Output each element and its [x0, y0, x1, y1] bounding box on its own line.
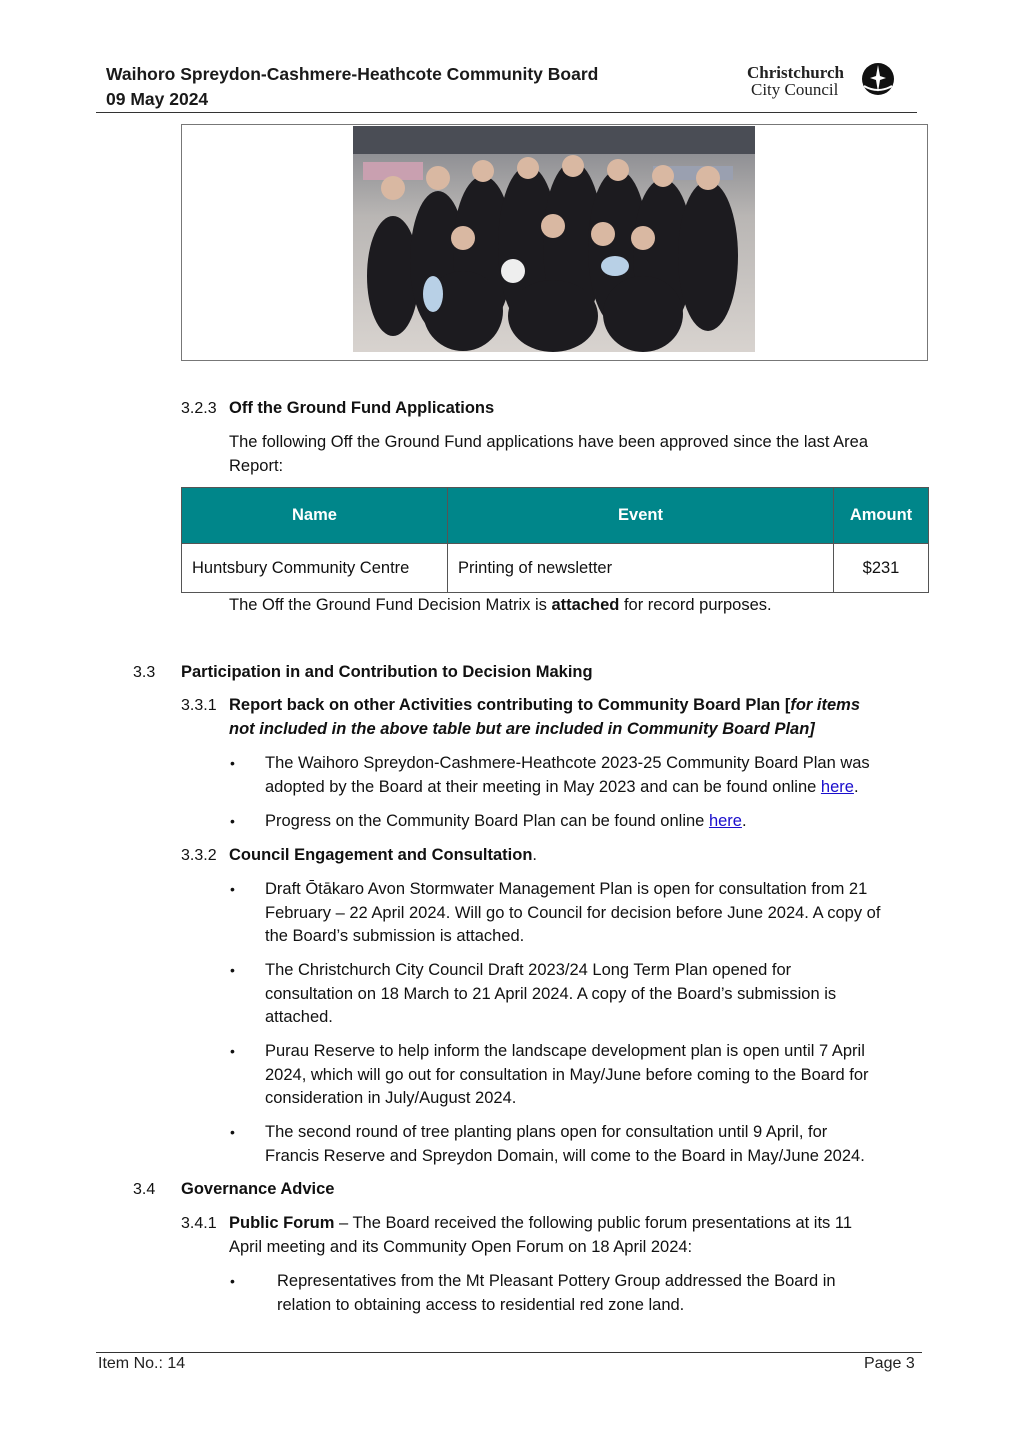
- item-number: Item No.: 14: [98, 1355, 186, 1372]
- list-item: [265, 878, 880, 949]
- paragraph-line: Report:: [229, 457, 284, 475]
- board-title: [106, 62, 598, 112]
- logo-text-line2: City Council: [751, 80, 839, 99]
- list-item-cont: [265, 776, 859, 800]
- matrix-text-end: for record purposes.: [619, 596, 772, 614]
- list-item-line: Purau Reserve to help inform the landscape development plan is open until 7 April: [265, 1042, 865, 1060]
- section-heading: Off the Ground Fund Applications: [229, 399, 495, 417]
- logo-text-line1: Christchurch: [747, 63, 844, 82]
- list-item-end: .: [853, 778, 859, 796]
- meeting-date: 09 May 2024: [106, 89, 209, 109]
- cathedral-emblem-icon: [860, 62, 896, 98]
- heading-bold: Public Forum: [229, 1214, 335, 1232]
- section-number: 3.4.1: [181, 1215, 217, 1232]
- matrix-text: The Off the Ground Fund Decision Matrix is: [229, 596, 552, 614]
- section-heading: [229, 844, 537, 868]
- list-item-line: consideration in July/August 2024.: [265, 1089, 517, 1107]
- list-item-line: attached.: [265, 1008, 333, 1026]
- paragraph-line: April meeting and its Community Open Forum on 18 April 2024:: [229, 1238, 693, 1256]
- list-item: [265, 959, 836, 1030]
- group-photo-image: [353, 126, 755, 352]
- heading-italic-line: not included in the above table but are included in Community Board Plan]: [229, 720, 815, 738]
- paragraph-text: – The Board received the following public forum presentations at its 11: [334, 1214, 853, 1232]
- matrix-bold: attached: [551, 596, 620, 614]
- list-item-line: Francis Reserve and Spreydon Domain, will come to the Board in May/June 2024.: [265, 1146, 865, 1165]
- list-item-line: Representatives from the Mt Pleasant Pottery Group addressed the Board in: [277, 1272, 836, 1290]
- list-item-text: adopted by the Board at their meeting in May 2023 and can be found online: [265, 778, 821, 796]
- section-heading: [229, 694, 860, 718]
- paragraph-line: [229, 1212, 852, 1236]
- here-link-plan[interactable]: here: [820, 778, 854, 796]
- list-item: [265, 1121, 865, 1168]
- table-header-row: [182, 488, 929, 544]
- list-item: The Waihoro Spreydon-Cashmere-Heathcote 2023-25 Community Board Plan was: [265, 754, 870, 772]
- column-header-event: Event: [448, 488, 834, 544]
- list-item: [265, 810, 747, 834]
- list-item-line: consultation on 18 March to 21 April 2024. A copy of the Board’s submission is: [265, 984, 837, 1003]
- table-row: [182, 544, 929, 593]
- cell-event: Printing of newsletter: [448, 544, 834, 593]
- section-number: 3.4: [133, 1181, 156, 1198]
- footer-rule: [96, 1352, 922, 1353]
- heading-bold: Council Engagement and Consultation: [229, 846, 533, 864]
- list-item-line: relation to obtaining access to residential red zone land.: [277, 1295, 685, 1314]
- list-item-end: .: [741, 812, 747, 830]
- list-item-line: The second round of tree planting plans open for consultation until 9 April, for: [265, 1123, 828, 1141]
- section-heading: Governance Advice: [181, 1180, 335, 1198]
- fund-applications-table: [181, 487, 929, 593]
- section-number: 3.3.2: [181, 847, 217, 864]
- section-number: 3.3.1: [181, 697, 217, 714]
- column-header-amount: Amount: [834, 488, 929, 544]
- cell-name: Huntsbury Community Centre: [182, 544, 448, 593]
- council-logo: [747, 62, 899, 102]
- here-link-progress[interactable]: here: [708, 812, 742, 830]
- page-number: Page 3: [864, 1355, 915, 1372]
- cell-amount: $231: [834, 544, 929, 593]
- list-item-text: Progress on the Community Board Plan can be found online: [265, 812, 709, 830]
- heading-italic: for items: [790, 696, 861, 714]
- list-item: [265, 1040, 869, 1111]
- list-item-line: The Christchurch City Council Draft 2023/24 Long Term Plan opened for: [265, 961, 792, 979]
- list-item-line: 2024, which will go out for consultation in May/June before coming to the Board for: [265, 1065, 869, 1084]
- header-rule: [96, 112, 917, 113]
- paragraph-line: The following Off the Ground Fund applications have been approved since the last Area: [229, 433, 869, 451]
- list-item: [277, 1270, 836, 1317]
- list-item-line: Draft Ōtākaro Avon Stormwater Management Plan is open for consultation from 21: [265, 880, 868, 898]
- heading-end: .: [532, 846, 538, 864]
- section-number: 3.2.3: [181, 400, 217, 417]
- section-heading: Participation in and Contribution to Decision Making: [181, 663, 593, 681]
- list-item-line: February – 22 April 2024. Will go to Council for decision before June 2024. A copy of: [265, 903, 881, 922]
- matrix-note: [229, 594, 772, 618]
- list-item-line: the Board’s submission is attached.: [265, 927, 525, 945]
- heading-bold: Report back on other Activities contributing to Community Board Plan [: [229, 696, 791, 714]
- column-header-name: Name: [182, 488, 448, 544]
- board-name: Waihoro Spreydon-Cashmere-Heathcote Community Board: [106, 64, 599, 84]
- section-number: 3.3: [133, 664, 156, 681]
